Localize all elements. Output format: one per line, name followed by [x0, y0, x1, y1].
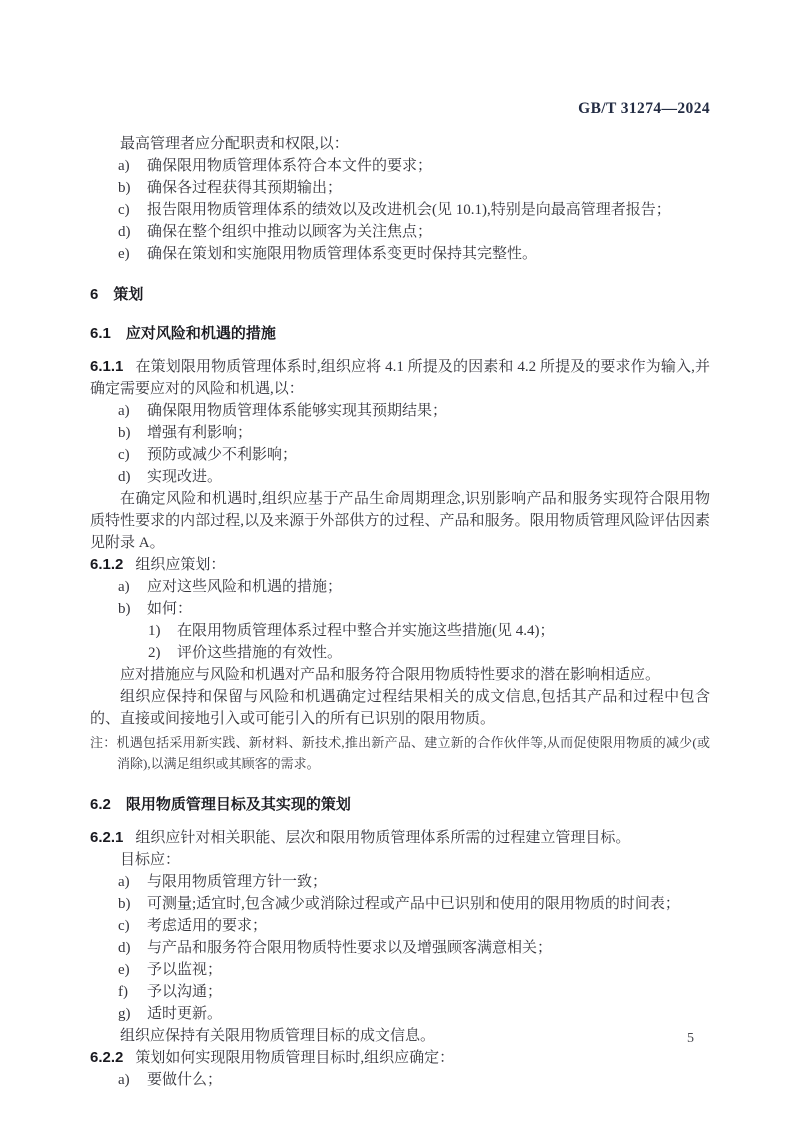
list-item-label: b) [118, 896, 131, 912]
list-item-label: g) [118, 1006, 131, 1022]
list-item-label: 1) [148, 623, 161, 639]
list-item [118, 422, 710, 444]
list-item-label: c) [118, 447, 130, 463]
clause-text: 组织应针对相关职能、层次和限用物质管理体系所需的过程建立管理目标。 [135, 830, 631, 846]
list-item [118, 155, 710, 177]
list-item-label: a) [118, 158, 130, 174]
list-item-text: 预防或减少不利影响； [147, 447, 298, 463]
list-item [118, 576, 710, 598]
section-number: 6.1 [90, 325, 111, 342]
list-item-text: 与限用物质管理方针一致； [147, 874, 328, 890]
list-item-text: 确保在策划和实施限用物质管理体系变更时保持其完整性。 [147, 246, 538, 262]
section-6-heading [90, 284, 710, 306]
section-6-2-heading [90, 794, 710, 816]
clause-text: 策划如何实现限用物质管理目标时,组织应确定： [135, 1050, 455, 1066]
clause-text: 在策划限用物质管理体系时,组织应将 4.1 所提及的因素和 4.2 所提及的要求作为输入,并确定需要应对的风险和机遇,以： [90, 359, 710, 397]
list-item [118, 598, 710, 620]
clause-number: 6.2.2 [90, 1049, 124, 1066]
list-item [118, 959, 710, 981]
paragraph-6-1-2-b: 组织应保持和保留与风险和机遇确定过程结果相关的成文信息,包括其产品和过程中包含的、直接或间接地引入或可能引入的所有已识别的限用物质。 [90, 689, 710, 727]
list-item [118, 981, 710, 1003]
clause-6-2-2 [90, 1047, 710, 1069]
list-item-label: a) [118, 579, 130, 595]
list-item-text: 确保在整个组织中推动以顾客为关注焦点； [147, 224, 433, 240]
list-item [118, 466, 710, 488]
list-item [118, 915, 710, 937]
section-6-1-heading [90, 323, 710, 345]
clause-number: 6.1.1 [90, 358, 124, 375]
section-number: 6.2 [90, 796, 111, 813]
list-item-label: c) [118, 202, 130, 218]
paragraph-6-2-1: 组织应保持有关限用物质管理目标的成文信息。 [120, 1028, 436, 1044]
list-item-label: d) [118, 940, 131, 956]
list-item-label: b) [118, 425, 131, 441]
intro-lead-paragraph: 最高管理者应分配职责和权限,以： [120, 136, 349, 152]
standard-number-header: GB/T 31274—2024 [578, 100, 710, 117]
list-item-text: 予以监视； [147, 962, 223, 978]
list-item-label: d) [118, 469, 131, 485]
list-item-text: 如何： [147, 601, 193, 617]
list-item-label: a) [118, 874, 130, 890]
list-item-label: e) [118, 246, 130, 262]
list-item-text: 报告限用物质管理体系的绩效以及改进机会(见 10.1),特别是向最高管理者报告； [147, 202, 671, 218]
sub-list-item [148, 642, 710, 664]
list-item [118, 1069, 710, 1091]
paragraph-6-1-1: 在确定风险和机遇时,组织应基于产品生命周期理念,识别影响产品和服务实现符合限用物质特性要求的内部过程,以及来源于外部供方的过程、产品和服务。限用物质管理风险评估因素见附录 A。 [90, 491, 710, 551]
list-item-text: 予以沟通； [147, 984, 223, 1000]
list-item [118, 177, 710, 199]
section-title: 应对风险和机遇的措施 [125, 325, 276, 342]
note-label: 注： [90, 735, 117, 750]
list-item-label: a) [118, 1072, 130, 1088]
clause-number: 6.2.1 [90, 829, 124, 846]
list-item-text: 实现改进。 [147, 469, 223, 485]
page-number: 5 [687, 1031, 694, 1046]
list-item [118, 221, 710, 243]
list-item-text: 应对这些风险和机遇的措施； [147, 579, 343, 595]
list-item-label: e) [118, 962, 130, 978]
list-item-label: c) [118, 918, 130, 934]
note-block [90, 732, 710, 774]
list-item-text: 要做什么； [147, 1072, 223, 1088]
list-item-label: b) [118, 180, 131, 196]
section-title: 限用物质管理目标及其实现的策划 [125, 796, 351, 813]
list-item [118, 199, 710, 221]
section-number: 6 [90, 286, 99, 303]
list-item-label: 2) [148, 645, 161, 661]
list-item-text: 与产品和服务符合限用物质特性要求以及增强顾客满意相关； [147, 940, 553, 956]
clause-6-1-2 [90, 554, 710, 576]
list-item [118, 444, 710, 466]
clause-6-2-1 [90, 827, 710, 849]
list-item [118, 243, 710, 265]
list-item-label: a) [118, 403, 130, 419]
list-item-text: 在限用物质管理体系过程中整合并实施这些措施(见 4.4)； [177, 623, 555, 639]
list-item [118, 400, 710, 422]
list-item [118, 893, 710, 915]
page-content [90, 98, 710, 1091]
list-item-text: 评价这些措施的有效性。 [177, 645, 343, 661]
clause-6-1-1 [90, 356, 710, 400]
clause-number: 6.1.2 [90, 556, 124, 573]
list-item [118, 1003, 710, 1025]
note-text: 机遇包括采用新实践、新材料、新技术,推出新产品、建立新的合作伙伴等,从而促使限用物质的减少(或消除),以满足组织或其顾客的需求。 [116, 735, 710, 771]
list-item-label: b) [118, 601, 131, 617]
list-item-text: 确保限用物质管理体系能够实现其预期结果； [147, 403, 448, 419]
list-item-text: 可测量;适宜时,包含减少或消除过程或产品中已识别和使用的限用物质的时间表； [147, 896, 680, 912]
list-item-text: 确保各过程获得其预期输出； [147, 180, 343, 196]
section-title: 策划 [113, 286, 144, 303]
list-item-text: 适时更新。 [147, 1006, 223, 1022]
objectives-lead: 目标应： [120, 852, 181, 868]
sub-list-item [148, 620, 710, 642]
list-item-text: 增强有利影响； [147, 425, 253, 441]
list-item-label: f) [118, 984, 128, 1000]
clause-text: 组织应策划： [135, 557, 226, 573]
list-item [118, 937, 710, 959]
list-item-text: 考虑适用的要求； [147, 918, 268, 934]
list-item [118, 871, 710, 893]
list-item-label: d) [118, 224, 131, 240]
list-item-text: 确保限用物质管理体系符合本文件的要求； [147, 158, 433, 174]
paragraph-6-1-2-a: 应对措施应与风险和机遇对产品和服务符合限用物质特性要求的潜在影响相适应。 [120, 667, 661, 683]
